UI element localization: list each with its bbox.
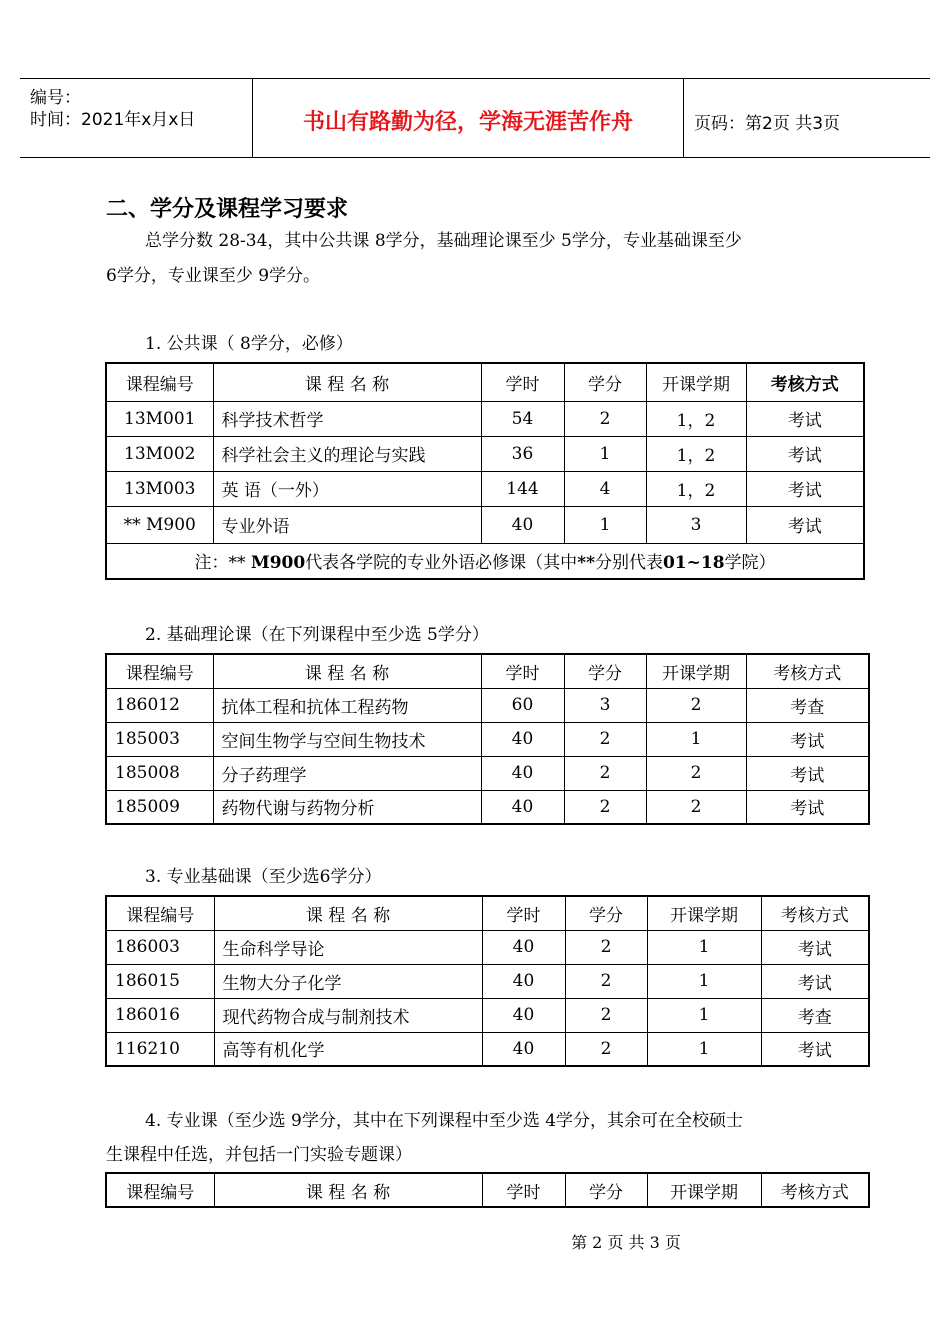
course-name: 高等有机化学 bbox=[214, 1032, 482, 1066]
course-code: 186012 bbox=[106, 688, 213, 722]
course-semester: 1 bbox=[647, 1032, 761, 1066]
course-assessment: 考查 bbox=[761, 998, 869, 1032]
col-header-credits: 学分 bbox=[565, 1173, 647, 1207]
course-name: 药物代谢与药物分析 bbox=[213, 790, 481, 824]
table-row bbox=[106, 688, 869, 722]
page-footer: 第 2 页 共 3 页 bbox=[571, 1233, 681, 1252]
header-right-cell bbox=[684, 79, 930, 157]
course-hours: 36 bbox=[481, 436, 564, 471]
course-credits: 2 bbox=[564, 790, 646, 824]
course-credits: 1 bbox=[564, 506, 646, 543]
col-header-name: 课 程 名 称 bbox=[214, 1173, 482, 1207]
note-code: M900 bbox=[250, 553, 306, 574]
public-courses-note bbox=[106, 543, 864, 579]
course-hours: 40 bbox=[482, 998, 565, 1032]
note-stars: ** bbox=[577, 553, 595, 574]
public-courses-title: 1. 公共课（ 8学分，必修） bbox=[145, 334, 353, 354]
course-code: ** M900 bbox=[106, 506, 213, 543]
col-header-credits: 学分 bbox=[565, 896, 647, 930]
col-header-assessment: 考核方式 bbox=[761, 896, 869, 930]
col-header-semester: 开课学期 bbox=[646, 654, 746, 688]
course-credits: 2 bbox=[564, 401, 646, 436]
course-name: 分子药理学 bbox=[213, 756, 481, 790]
table-row bbox=[106, 998, 869, 1032]
course-hours: 40 bbox=[482, 1032, 565, 1066]
table-row bbox=[106, 1032, 869, 1066]
table-row bbox=[106, 790, 869, 824]
note-suffix: 学院） bbox=[724, 553, 776, 574]
course-semester: 1 bbox=[647, 930, 761, 964]
professional-basic-table bbox=[105, 895, 870, 1067]
course-credits: 2 bbox=[565, 930, 647, 964]
course-code: 13M001 bbox=[106, 401, 213, 436]
course-code: 13M003 bbox=[106, 471, 213, 506]
course-code: 116210 bbox=[106, 1032, 214, 1066]
professional-basic-title: 3. 专业基础课（至少选6学分） bbox=[145, 867, 382, 887]
course-name: 抗体工程和抗体工程药物 bbox=[213, 688, 481, 722]
course-assessment: 考试 bbox=[746, 471, 864, 506]
course-hours: 144 bbox=[481, 471, 564, 506]
course-semester: 2 bbox=[646, 688, 746, 722]
document-code-label: 编号： bbox=[30, 88, 81, 108]
course-hours: 54 bbox=[481, 401, 564, 436]
col-header-code: 课程编号 bbox=[106, 896, 214, 930]
table-row bbox=[106, 436, 864, 471]
course-credits: 1 bbox=[564, 436, 646, 471]
header-center-cell bbox=[253, 79, 684, 157]
course-credits: 2 bbox=[565, 1032, 647, 1066]
course-assessment: 考试 bbox=[746, 722, 869, 756]
course-semester: 1 bbox=[647, 998, 761, 1032]
document-time-label: 时间：2021年x月x日 bbox=[30, 110, 196, 130]
intro-line-1: 总学分数 28-34，其中公共课 8学分，基础理论课至少 5学分，专业基础课至少 bbox=[145, 231, 742, 251]
table-row bbox=[106, 756, 869, 790]
col-header-code: 课程编号 bbox=[106, 1173, 214, 1207]
col-header-assessment: 考核方式 bbox=[746, 363, 864, 401]
course-credits: 2 bbox=[565, 964, 647, 998]
course-credits: 2 bbox=[564, 756, 646, 790]
course-name: 生命科学导论 bbox=[214, 930, 482, 964]
course-code: 185009 bbox=[106, 790, 213, 824]
col-header-semester: 开课学期 bbox=[647, 896, 761, 930]
course-assessment: 考试 bbox=[746, 790, 869, 824]
page-header bbox=[20, 78, 930, 158]
course-semester: 1 bbox=[647, 964, 761, 998]
course-code: 185008 bbox=[106, 756, 213, 790]
course-credits: 2 bbox=[565, 998, 647, 1032]
course-semester: 3 bbox=[646, 506, 746, 543]
professional-title-line-1: 4. 专业课（至少选 9学分，其中在下列课程中至少选 4学分，其余可在全校硕士 bbox=[145, 1111, 744, 1131]
col-header-code: 课程编号 bbox=[106, 654, 213, 688]
course-assessment: 考试 bbox=[761, 930, 869, 964]
course-credits: 4 bbox=[564, 471, 646, 506]
col-header-credits: 学分 bbox=[564, 654, 646, 688]
course-hours: 40 bbox=[482, 930, 565, 964]
header-motto: 书山有路勤为径，学海无涯苦作舟 bbox=[302, 110, 633, 135]
course-hours: 60 bbox=[481, 688, 564, 722]
note-prefix: 注：** bbox=[194, 553, 251, 574]
course-hours: 40 bbox=[481, 790, 564, 824]
col-header-name: 课 程 名 称 bbox=[213, 363, 481, 401]
col-header-hours: 学时 bbox=[481, 363, 564, 401]
course-name: 科学技术哲学 bbox=[213, 401, 481, 436]
table-row bbox=[106, 964, 869, 998]
col-header-semester: 开课学期 bbox=[646, 363, 746, 401]
intro-line-2: 6学分，专业课至少 9学分。 bbox=[106, 266, 321, 286]
col-header-assessment: 考核方式 bbox=[746, 654, 869, 688]
course-name: 科学社会主义的理论与实践 bbox=[213, 436, 481, 471]
course-name: 专业外语 bbox=[213, 506, 481, 543]
table-row bbox=[106, 506, 864, 543]
course-assessment: 考试 bbox=[761, 964, 869, 998]
table-header-row bbox=[106, 363, 864, 401]
course-code: 186003 bbox=[106, 930, 214, 964]
course-semester: 1，2 bbox=[646, 436, 746, 471]
col-header-name: 课 程 名 称 bbox=[213, 654, 481, 688]
note-range: 01~18 bbox=[662, 553, 725, 574]
col-header-code: 课程编号 bbox=[106, 363, 213, 401]
course-assessment: 考试 bbox=[746, 401, 864, 436]
table-row bbox=[106, 401, 864, 436]
course-semester: 1，2 bbox=[646, 401, 746, 436]
course-hours: 40 bbox=[481, 506, 564, 543]
basic-theory-title: 2. 基础理论课（在下列课程中至少选 5学分） bbox=[145, 625, 489, 645]
table-header-row bbox=[106, 1173, 869, 1207]
course-name: 现代药物合成与制剂技术 bbox=[214, 998, 482, 1032]
table-header-row bbox=[106, 654, 869, 688]
col-header-hours: 学时 bbox=[482, 1173, 565, 1207]
col-header-name: 课 程 名 称 bbox=[214, 896, 482, 930]
course-code: 13M002 bbox=[106, 436, 213, 471]
course-name: 英 语（一外） bbox=[213, 471, 481, 506]
col-header-assessment: 考核方式 bbox=[761, 1173, 869, 1207]
professional-title-line-2: 生课程中任选，并包括一门实验专题课） bbox=[106, 1145, 412, 1165]
course-semester: 1 bbox=[646, 722, 746, 756]
course-assessment: 考查 bbox=[746, 688, 869, 722]
course-semester: 2 bbox=[646, 756, 746, 790]
col-header-credits: 学分 bbox=[564, 363, 646, 401]
course-credits: 3 bbox=[564, 688, 646, 722]
table-row bbox=[106, 930, 869, 964]
course-code: 186016 bbox=[106, 998, 214, 1032]
course-credits: 2 bbox=[564, 722, 646, 756]
professional-table bbox=[105, 1172, 870, 1208]
note-text-2: 分别代表 bbox=[594, 553, 663, 574]
course-assessment: 考试 bbox=[761, 1032, 869, 1066]
course-hours: 40 bbox=[481, 722, 564, 756]
public-courses-table bbox=[105, 362, 865, 580]
course-name: 空间生物学与空间生物技术 bbox=[213, 722, 481, 756]
course-assessment: 考试 bbox=[746, 436, 864, 471]
header-page-info: 页码：第2页 共3页 bbox=[694, 114, 841, 134]
course-semester: 2 bbox=[646, 790, 746, 824]
course-name: 生物大分子化学 bbox=[214, 964, 482, 998]
section-title: 二、学分及课程学习要求 bbox=[106, 197, 349, 222]
table-row bbox=[106, 471, 864, 506]
course-hours: 40 bbox=[481, 756, 564, 790]
header-left-cell bbox=[20, 79, 253, 157]
course-assessment: 考试 bbox=[746, 756, 869, 790]
course-code: 185003 bbox=[106, 722, 213, 756]
basic-theory-table bbox=[105, 653, 870, 825]
course-assessment: 考试 bbox=[746, 506, 864, 543]
course-hours: 40 bbox=[482, 964, 565, 998]
course-semester: 1，2 bbox=[646, 471, 746, 506]
col-header-semester: 开课学期 bbox=[647, 1173, 761, 1207]
col-header-hours: 学时 bbox=[482, 896, 565, 930]
table-note-row bbox=[106, 543, 864, 579]
table-header-row bbox=[106, 896, 869, 930]
course-code: 186015 bbox=[106, 964, 214, 998]
table-row bbox=[106, 722, 869, 756]
col-header-hours: 学时 bbox=[481, 654, 564, 688]
note-text: 代表各学院的专业外语必修课（其中 bbox=[305, 553, 578, 574]
